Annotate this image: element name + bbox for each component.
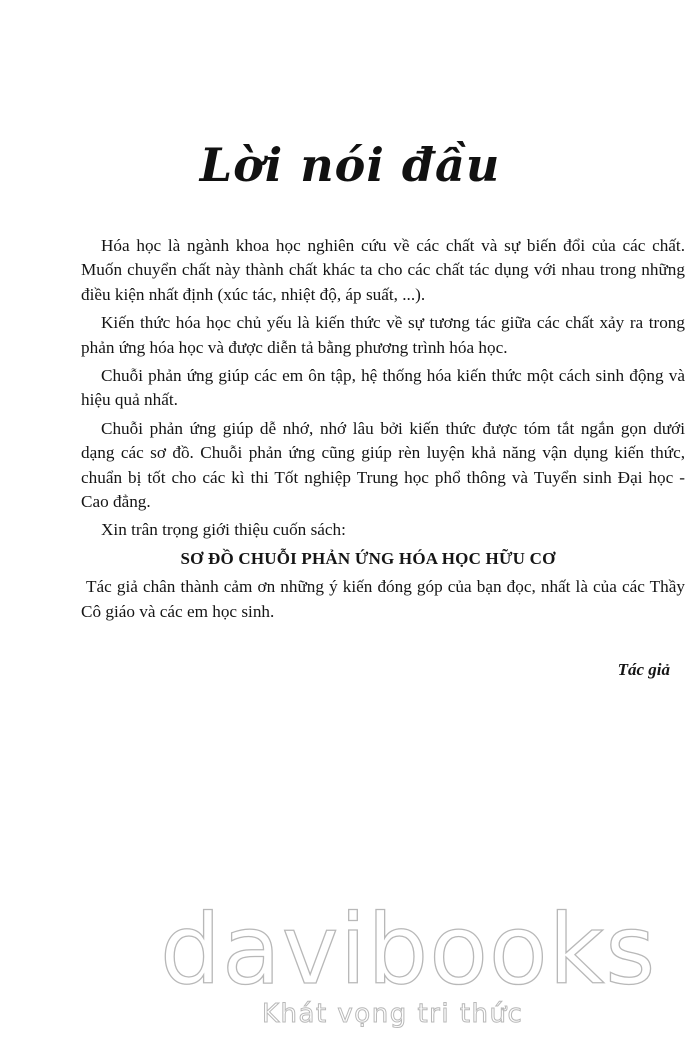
author-signature: Tác giả bbox=[617, 660, 670, 679]
paragraph-knowledge: Kiến thức hóa học chủ yếu là kiến thức về sự tương tác giữa các chất xảy ra trong phản ứng hóa học và được diễn tả bằng phương trình hóa học. bbox=[81, 313, 685, 357]
paragraph-review: Chuỗi phản ứng giúp các em ôn tập, hệ thống hóa kiến thức một cách sinh động và hiệu quả nhất. bbox=[81, 366, 685, 410]
book-title: SƠ ĐỒ CHUỖI PHẢN ỨNG HÓA HỌC HỮU CƠ bbox=[180, 548, 556, 568]
paragraph-introduction-line: Xin trân trọng giới thiệu cuốn sách: bbox=[101, 520, 346, 540]
paragraph-thanks: Tác giả chân thành cảm ơn những ý kiến đóng góp của bạn đọc, nhất là của các Thầy Cô giáo và các em học sinh. bbox=[81, 577, 685, 621]
paragraph-memory: Chuỗi phản ứng giúp dễ nhớ, nhớ lâu bởi kiến thức được tóm tắt ngắn gọn dưới dạng các sơ đồ. Chuỗi phản ứng cũng giúp rèn luyện khả năng vận dụng kiến thức, chuẩn bị tốt cho các kì thi Tốt nghiệp Trung học phổ thông và Tuyển sinh Đại học - Cao đẳng. bbox=[81, 418, 685, 512]
paragraph-intro: Hóa học là ngành khoa học nghiên cứu về các chất và sự biến đổi của các chất. Muốn chuyển chất này thành chất khác ta cho các chất tác dụng với nhau trong những điều kiện nhất định (xúc tác, nhiệt độ, áp suất, ...). bbox=[81, 236, 685, 304]
watermark-logo: davibooks bbox=[160, 894, 657, 1006]
preface-body bbox=[81, 234, 685, 628]
watermark-tagline: Khát vọng tri thức bbox=[262, 999, 524, 1029]
page-title: Lời nói đầu bbox=[199, 138, 501, 192]
